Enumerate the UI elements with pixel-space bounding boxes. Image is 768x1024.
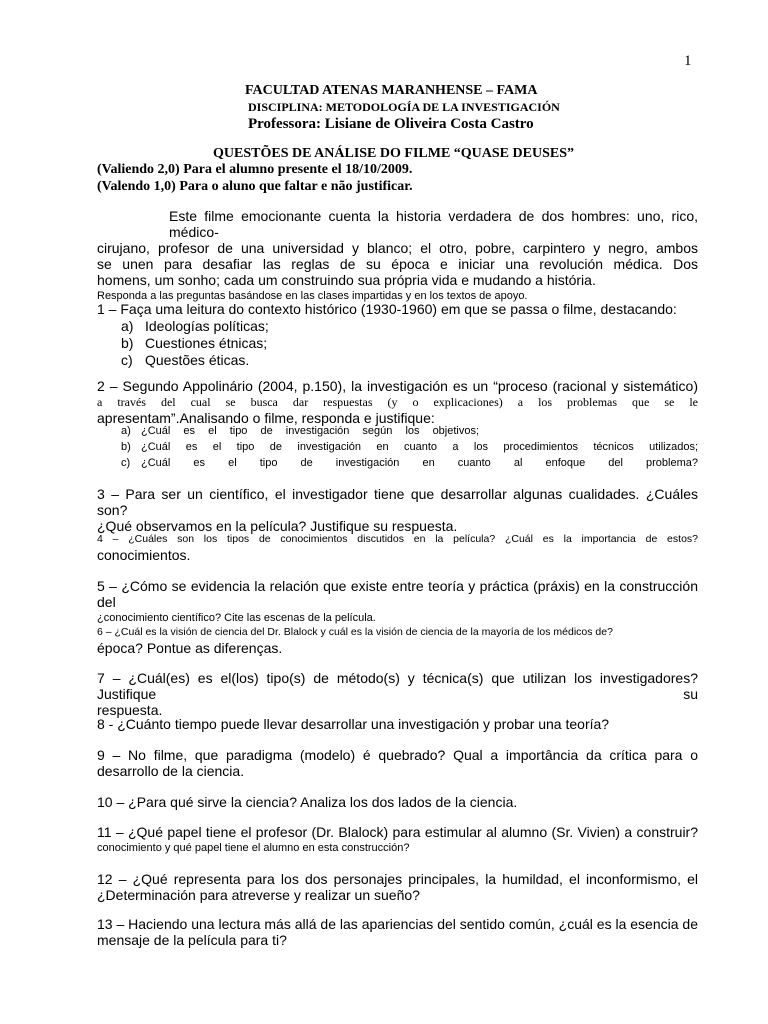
question-5-line-1: 5 – ¿Cómo se evidencia la relación que existe entre teoría y práctica (práxis) en la construcción del	[97, 578, 698, 610]
question-3-line-2: ¿Qué observamos en la película? Justifique su respuesta.	[97, 518, 458, 534]
list-item: c) ¿Cuál es el tipo de investigación en cuanto al enfoque del problema?	[121, 457, 698, 469]
question-5-line-2: ¿conocimiento científico? Cite las escenas de la película.	[97, 612, 376, 624]
question-3	[97, 486, 698, 534]
grading-line-1: (Valiendo 2,0) Para el alumno presente el 18/10/2009.	[97, 162, 413, 177]
question-11-line-2: conocimiento y qué papel tiene el alumno en esta construcción?	[97, 842, 410, 854]
intro-line-4: homens, um sonho; cada um construindo sua própria vida e mudando a história.	[97, 272, 596, 288]
question-7-line-1: 7 – ¿Cuál(es) es el(los) tipo(s) de método(s) y técnica(s) que utilizan los investigadores? Justifique su	[97, 670, 698, 702]
question-13-line-1: 13 – Haciendo una lectura más allá de las apariencias del sentido común, ¿cuál es la esencia de	[97, 916, 698, 932]
question-4	[97, 531, 698, 563]
question-12-line-2: ¿Determinación para atreverse y realizar un sueño?	[97, 887, 420, 903]
question-1-text: 1 – Faça uma leitura do contexto histórico (1930-1960) em que se passa o filme, destacando:	[97, 301, 677, 317]
question-2-line-3: apresentam”.Analisando o filme, responda e justifique:	[97, 410, 435, 426]
question-9	[97, 747, 698, 779]
question-1-options	[121, 318, 269, 369]
intro-paragraph	[97, 208, 698, 304]
list-item: a) Ideologías políticas;	[121, 318, 269, 334]
question-12-line-1: 12 – ¿Qué representa para los dos personajes principales, la humildad, el inconformismo, el	[97, 871, 698, 887]
intro-line-1: Este filme emocionante cuenta la historia verdadera de dos hombres: uno, rico, médico-	[169, 208, 698, 240]
question-2-options	[121, 423, 698, 471]
question-9-line-1: 9 – No filme, que paradigma (modelo) é quebrado? Qual a importância da crítica para o	[97, 747, 698, 763]
grading-line-2: (Valendo 1,0) Para o aluno que faltar e não justificar.	[97, 179, 413, 194]
question-11	[97, 824, 698, 856]
question-2-line-1: 2 – Segundo Appolinário (2004, p.150), la investigación es un “proceso (racional y sistemático)	[97, 378, 698, 394]
question-13-line-2: mensaje de la película para ti?	[97, 932, 287, 948]
list-item: b) Cuestiones étnicas;	[121, 335, 268, 351]
question-10	[97, 794, 698, 810]
question-12	[97, 871, 698, 903]
list-item: b) ¿Cuál es el tipo de investigación en cuanto a los procedimientos técnicos utilizados;	[121, 441, 698, 453]
question-6-line-2: época? Pontue as diferenças.	[97, 640, 283, 656]
intro-line-5: Responda a las preguntas basándose en las clases impartidas y en los textos de apoyo.	[97, 290, 528, 302]
list-item: c) Questões éticas.	[121, 352, 250, 368]
question-6	[97, 624, 698, 656]
question-13	[97, 916, 698, 948]
question-4-line-1: 4 – ¿Cuáles son los tipos de conocimientos discutidos en la película? ¿Cuál es la importancia de estos?	[97, 533, 698, 545]
question-2-line-2: a través del cual se busca dar respuestas (y o explicaciones) a los problemas que se le	[97, 395, 698, 409]
intro-line-3: se unen para desafiar las reglas de su época e iniciar una revolución médica. Dos	[97, 256, 698, 272]
question-7	[97, 670, 698, 718]
professor-header: Professora: Lisiane de Oliveira Costa Castro	[248, 116, 534, 132]
question-5	[97, 578, 698, 626]
institution-header: FACULTAD ATENAS MARANHENSE – FAMA	[245, 83, 538, 98]
question-2	[97, 378, 698, 426]
page-number: 1	[684, 53, 692, 69]
document-title: QUESTÕES DE ANÁLISE DO FILME “QUASE DEUSES”	[213, 146, 574, 161]
question-1	[97, 301, 698, 317]
question-11-line-1: 11 – ¿Qué papel tiene el profesor (Dr. Blalock) para estimular al alumno (Sr. Vivien) a construir?	[97, 824, 698, 840]
question-4-line-2: conocimientos.	[97, 547, 191, 563]
question-9-line-2: desarrollo de la ciencia.	[97, 763, 245, 779]
list-item: a) ¿Cuál es el tipo de investigación según los objetivos;	[121, 425, 480, 437]
question-6-line-1: 6 – ¿Cuál es la visión de ciencia del Dr. Blalock y cuál es la visión de ciencia de la mayoría de los médicos de?	[97, 626, 613, 638]
question-8	[97, 716, 698, 732]
intro-line-2: cirujano, profesor de una universidad y blanco; el otro, pobre, carpintero y negro, ambos	[97, 240, 698, 256]
question-8-line-1: 8 - ¿Cuánto tiempo puede llevar desarrollar una investigación y probar una teoría?	[97, 716, 610, 732]
question-10-line-1: 10 – ¿Para qué sirve la ciencia? Analiza los dos lados de la ciencia.	[97, 794, 518, 810]
discipline-header: DISCIPLINA: METODOLOGÍA DE LA INVESTIGACIÓN	[248, 100, 560, 114]
question-7-line-2: respuesta.	[97, 702, 163, 718]
question-3-line-1: 3 – Para ser un científico, el investigador tiene que desarrollar algunas cualidades. ¿Cuáles son?	[97, 486, 698, 518]
